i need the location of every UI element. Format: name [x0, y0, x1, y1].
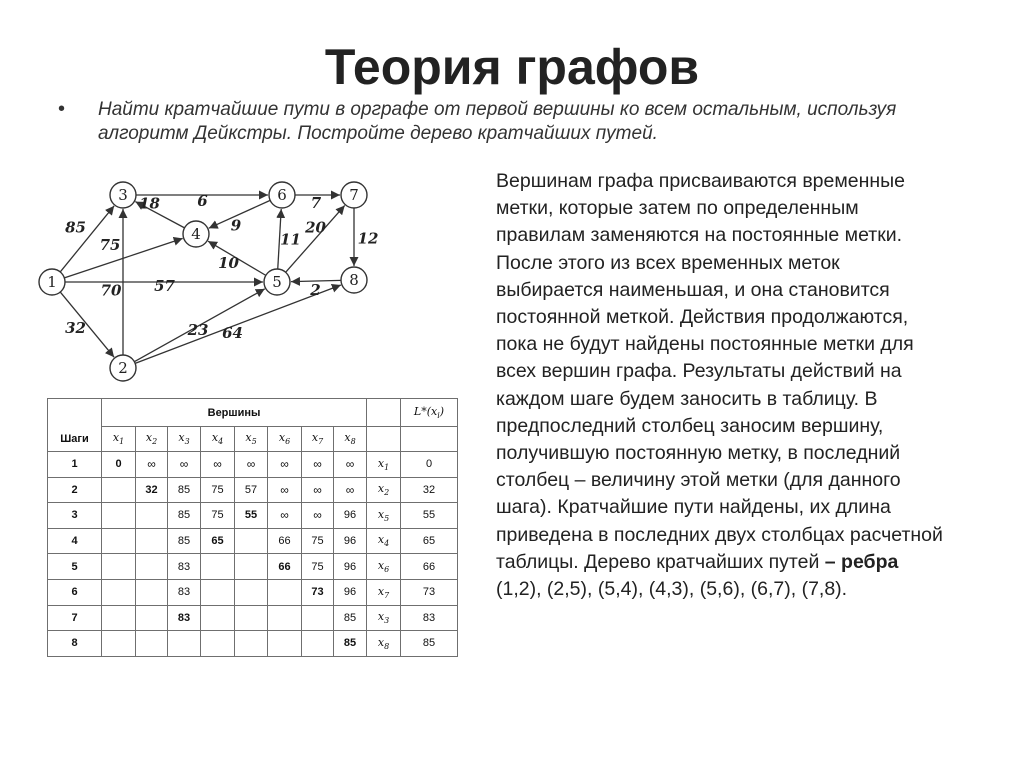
vertex-label-3: 3 — [118, 186, 128, 204]
table-row — [48, 579, 458, 605]
table-cell: ∞ — [302, 452, 334, 478]
table-cell: 85 — [334, 631, 367, 657]
table-cell: 66 — [268, 554, 302, 580]
table-row — [48, 528, 458, 554]
table-subheader-row — [48, 427, 458, 452]
header-col-x4: $x_4$ — [201, 427, 235, 452]
edge-weight-5-7: 20 — [305, 218, 326, 237]
table-cell — [102, 477, 136, 503]
table-cell: 96 — [334, 503, 367, 529]
table-row — [48, 554, 458, 580]
row-step: 8 — [48, 631, 102, 657]
table-cell: 0 — [102, 452, 136, 478]
table-cell: 96 — [334, 554, 367, 580]
table-cell: ∞ — [302, 477, 334, 503]
vertex-label-5: 5 — [272, 273, 282, 291]
edge-weight-5-6: 11 — [280, 230, 301, 249]
header-label: $L*(x_i)$ — [401, 399, 458, 427]
row-label: 85 — [401, 631, 458, 657]
table-cell: ∞ — [268, 452, 302, 478]
table-row — [48, 452, 458, 478]
row-label: 73 — [401, 579, 458, 605]
table-cell — [235, 554, 268, 580]
edge-weight-6-7: 7 — [310, 194, 322, 212]
edge-weight-5-4: 10 — [218, 254, 239, 272]
edge-weight-2-5: 23 — [187, 321, 209, 339]
table-cell — [102, 631, 136, 657]
table-cell: 66 — [268, 528, 302, 554]
header-xi — [367, 399, 401, 427]
row-step: 5 — [48, 554, 102, 580]
header-xi-blank — [367, 427, 401, 452]
table-cell — [136, 579, 168, 605]
edge-weight-1-4: 75 — [99, 236, 121, 254]
vertex-label-8: 8 — [349, 271, 359, 289]
row-xi: $x_6$ — [367, 554, 401, 580]
table-cell — [168, 631, 201, 657]
vertex-label-6: 6 — [277, 186, 287, 204]
row-xi: $x_5$ — [367, 503, 401, 529]
table-cell: 75 — [201, 477, 235, 503]
table-cell: ∞ — [201, 452, 235, 478]
edge-weight-2-8: 64 — [222, 324, 243, 342]
row-xi: $x_3$ — [367, 605, 401, 631]
table-cell: 85 — [168, 503, 201, 529]
vertex-label-7: 7 — [349, 186, 359, 204]
table-row — [48, 605, 458, 631]
row-step: 6 — [48, 579, 102, 605]
table-cell — [268, 631, 302, 657]
table-cell — [201, 554, 235, 580]
row-label: 55 — [401, 503, 458, 529]
table-cell — [136, 503, 168, 529]
row-step: 4 — [48, 528, 102, 554]
table-cell — [235, 528, 268, 554]
row-label: 65 — [401, 528, 458, 554]
table-cell — [102, 579, 136, 605]
row-label: 32 — [401, 477, 458, 503]
table-cell: 57 — [235, 477, 268, 503]
table-cell: 85 — [168, 477, 201, 503]
header-col-x3: $x_3$ — [168, 427, 201, 452]
row-step: 2 — [48, 477, 102, 503]
table-cell — [136, 631, 168, 657]
row-label: 83 — [401, 605, 458, 631]
table-cell: 55 — [235, 503, 268, 529]
table-cell — [201, 579, 235, 605]
table-cell — [268, 579, 302, 605]
shortest-path-tree-edges: (1,2), (2,5), (5,4), (4,3), (5,6), (6,7), (7,8). — [496, 578, 848, 601]
header-col-x6: $x_6$ — [268, 427, 302, 452]
row-xi: $x_2$ — [367, 477, 401, 503]
table-cell — [102, 605, 136, 631]
table-cell — [102, 528, 136, 554]
row-xi: $x_7$ — [367, 579, 401, 605]
vertex-label-1: 1 — [47, 273, 57, 291]
header-col-x5: $x_5$ — [235, 427, 268, 452]
table-cell — [136, 605, 168, 631]
table-cell: 83 — [168, 554, 201, 580]
edge-weight-1-5: 57 — [154, 277, 175, 295]
table-cell: 83 — [168, 579, 201, 605]
table-cell: ∞ — [302, 503, 334, 529]
edge-weight-1-2: 32 — [65, 319, 86, 337]
row-label: 66 — [401, 554, 458, 580]
table-cell: 65 — [201, 528, 235, 554]
row-xi: $x_1$ — [367, 452, 401, 478]
header-label-blank — [401, 427, 458, 452]
edge-weight-1-3: 85 — [65, 218, 86, 237]
explanation-emphasis: – ребра — [824, 550, 899, 573]
row-label: 0 — [401, 452, 458, 478]
edge-weight-2-3: 70 — [100, 281, 122, 300]
bullet-marker: • — [58, 98, 66, 120]
edge-weight-7-8: 12 — [357, 229, 379, 248]
table-cell — [136, 554, 168, 580]
table-row — [48, 631, 458, 657]
vertex-label-2: 2 — [118, 359, 128, 377]
table-row — [48, 503, 458, 529]
table-cell: 32 — [136, 477, 168, 503]
table-cell — [302, 631, 334, 657]
table-cell — [102, 503, 136, 529]
header-steps: Шаги — [48, 399, 102, 452]
task-statement: Найти кратчайшие пути в орграфе от первой вершины ко всем остальным, используя алгоритм Дейкстры. Постройте дерево кратчайших путей. — [98, 99, 897, 144]
table-cell — [235, 579, 268, 605]
table-cell — [235, 631, 268, 657]
table-cell: 75 — [302, 554, 334, 580]
table-cell — [102, 554, 136, 580]
table-cell: ∞ — [136, 452, 168, 478]
dijkstra-table — [47, 398, 458, 657]
table-cell: 96 — [334, 528, 367, 554]
row-step: 7 — [48, 605, 102, 631]
table-cell — [268, 605, 302, 631]
table-cell: ∞ — [334, 452, 367, 478]
table-cell: ∞ — [268, 503, 302, 529]
table-cell: 73 — [302, 579, 334, 605]
table-cell: ∞ — [334, 477, 367, 503]
edge-weight-6-4: 9 — [230, 216, 242, 235]
table-cell: 96 — [334, 579, 367, 605]
header-col-x8: $x_8$ — [334, 427, 367, 452]
header-col-x1: $x_1$ — [102, 427, 136, 452]
header-col-x7: $x_7$ — [302, 427, 334, 452]
explanation-text — [496, 168, 946, 603]
row-step: 3 — [48, 503, 102, 529]
table-cell — [201, 631, 235, 657]
explanation-body: Вершинам графа присваиваются временные метки, которые затем по определенным правилам заменяются на постоянные метки. После этого из всех временных меток выбирается наименьшая, и она становится постоянной меткой. Действия продолжаются, пока не будут найдены постоянные метки для всех вершин графа. Результаты действий на каждом шаге будем заносить в таблицу. В предпоследний столбец заносим вершину, получившую постоянную метку, в последний столбец – величину этой метки (для данного шага). Кратчайшие пути найдены, их длина приведена в последних двух столбцах расчетной таблицы. Дерево кратчайших путей — [496, 170, 943, 573]
edge-weight-4-3: 18 — [139, 194, 160, 213]
table-cell: ∞ — [268, 477, 302, 503]
edge-weight-8-5: 2 — [310, 281, 321, 299]
table-cell: 85 — [334, 605, 367, 631]
header-vertices: Вершины — [102, 399, 367, 427]
table-cell — [302, 605, 334, 631]
page-title: Теория графов — [324, 39, 700, 95]
vertex-label-4: 4 — [191, 225, 201, 243]
table-cell: 75 — [201, 503, 235, 529]
table-cell: 83 — [168, 605, 201, 631]
table-cell — [235, 605, 268, 631]
table-row — [48, 477, 458, 503]
weighted-digraph — [30, 170, 390, 390]
row-step: 1 — [48, 452, 102, 478]
edge-weight-3-6: 6 — [197, 192, 208, 210]
table-cell: 85 — [168, 528, 201, 554]
row-xi: $x_8$ — [367, 631, 401, 657]
row-xi: $x_4$ — [367, 528, 401, 554]
table-cell: 75 — [302, 528, 334, 554]
header-col-x2: $x_2$ — [136, 427, 168, 452]
table-header-row — [48, 399, 458, 427]
table-cell: ∞ — [235, 452, 268, 478]
table-cell — [201, 605, 235, 631]
table-cell: ∞ — [168, 452, 201, 478]
table-cell — [136, 528, 168, 554]
